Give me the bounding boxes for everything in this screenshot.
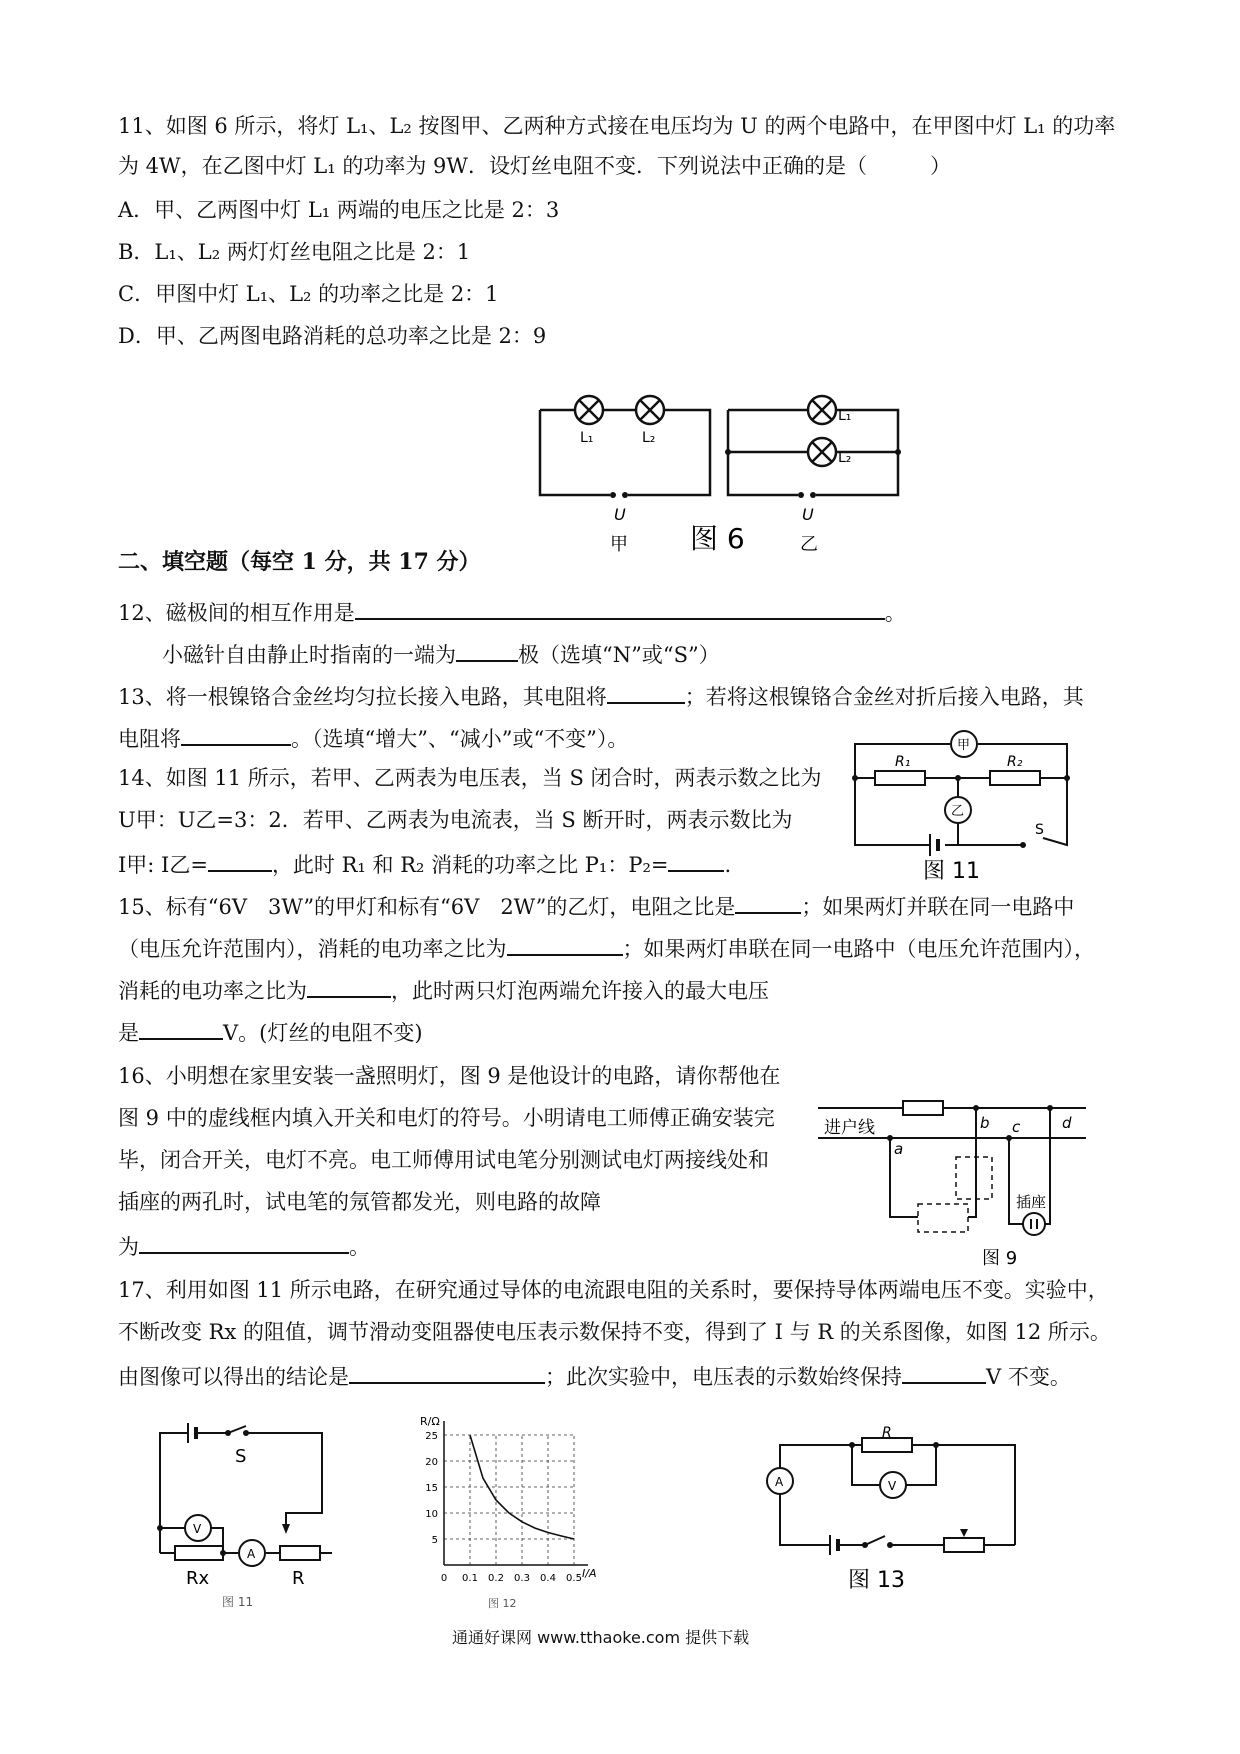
fig11b-meter-v: V	[193, 1522, 202, 1536]
q11-option-c: C．甲图中灯 L₁、L₂ 的功率之比是 2：1	[118, 282, 499, 306]
fig11b-meter-a: A	[247, 1547, 256, 1561]
q13-blank1[interactable]	[607, 680, 685, 704]
section-title: 二、填空题（每空 1 分，共 17 分）	[118, 549, 481, 575]
q16-line3: 毕，闭合开关，电灯不亮。电工师傅用试电笔分别测试电灯两接线处和	[118, 1148, 769, 1172]
fig6-label-u-yi: U	[802, 505, 814, 524]
fig11b-caption: 图 11	[222, 1595, 254, 1609]
q17-text3-mid: ；此次实验中，电压表的示数始终保持	[545, 1365, 902, 1389]
q13-line1	[118, 680, 1084, 711]
fig11b-label-r: R	[292, 1568, 305, 1589]
q17-line2: 不断改变 Rx 的阻值，调节滑动变阻器使电压表示数保持不变，得到了 I 与 R 的关系图像，如图 12 所示。	[118, 1320, 1111, 1344]
fig11b-label-s: S	[235, 1446, 247, 1467]
fig6-label-l2-yi: L₂	[838, 450, 852, 466]
x-tick-label: 0.1	[462, 1573, 478, 1584]
y-tick-label: 25	[425, 1431, 438, 1442]
figure-11-q17	[150, 1418, 350, 1608]
fig9-label-b: b	[980, 1114, 990, 1132]
q17-text3: 由图像可以得出的结论是	[118, 1365, 349, 1389]
fig9-caption: 图 9	[982, 1248, 1018, 1269]
q15-blank2[interactable]	[507, 932, 623, 956]
chart-caption: 图 12	[488, 1597, 517, 1610]
q17-line3	[118, 1360, 1071, 1391]
q15-text3-end: ，此时两只灯泡两端允许接入的最大电压	[391, 979, 769, 1003]
fig6-label-jia: 甲	[610, 534, 628, 555]
q16-text5-end: 。	[349, 1235, 370, 1259]
q15-blank1[interactable]	[735, 890, 801, 914]
x-tick-label: 0.5	[566, 1573, 582, 1584]
q13-text2: 电阻将	[118, 727, 181, 751]
q17-blank1[interactable]	[349, 1360, 545, 1384]
figure-9	[818, 1092, 1088, 1272]
q16-line1: 16、小明想在家里安装一盏照明灯，图 9 是他设计的电路，请你帮他在	[118, 1064, 781, 1088]
figure-11-q14	[845, 730, 1075, 884]
fig13-caption: 图 13	[848, 1568, 905, 1593]
fig11a-label-r2: R₂	[1007, 754, 1023, 770]
fig13-meter-v: V	[888, 1479, 897, 1493]
chart-ylabel: R/Ω	[420, 1415, 440, 1428]
q16-line4: 插座的两孔时，试电笔的氖管都发光，则电路的故障	[118, 1190, 601, 1214]
q15-line3	[118, 974, 769, 1005]
fig6-label-l2-jia: L₂	[642, 430, 656, 446]
q11-line1: 11、如图 6 所示，将灯 L₁、L₂ 按图甲、乙两种方式接在电压均为 U 的两个电路中，在甲图中灯 L₁ 的功率	[118, 114, 1116, 138]
q12-blank1[interactable]	[355, 596, 885, 620]
fig6-label-l1-jia: L₁	[580, 430, 594, 446]
q16-blank1[interactable]	[139, 1230, 349, 1254]
x-tick-label: 0.3	[514, 1573, 530, 1584]
fig6-caption: 图 6	[690, 522, 745, 555]
q17-line1: 17、利用如图 11 所示电路，在研究通过导体的电流跟电阻的关系时，要保持导体两端电压不变。实验中，	[118, 1278, 1109, 1302]
q12-line1	[118, 596, 906, 627]
q17-text3-end: V 不变。	[986, 1365, 1071, 1389]
q16-text5: 为	[118, 1235, 139, 1259]
fig9-label-c: c	[1012, 1118, 1021, 1136]
fig6-label-yi: 乙	[800, 534, 818, 555]
q16-line2: 图 9 中的虚线框内填入开关和电灯的符号。小明请电工师傅正确安装完	[118, 1106, 775, 1130]
fig9-label-socket: 插座	[1016, 1193, 1047, 1211]
y-tick-label: 10	[425, 1509, 438, 1520]
q14-line3	[118, 848, 731, 879]
q15-text1: 15、标有“6V 3W”的甲灯和标有“6V 2W”的乙灯，电阻之比是	[118, 895, 736, 919]
footer-text: 通通好课网 www.tthaoke.com 提供下载	[452, 1628, 750, 1647]
q14-text3c: .	[724, 853, 732, 877]
q11-option-b: B．L₁、L₂ 两灯灯丝电阻之比是 2：1	[118, 240, 471, 264]
q11-option-d: D．甲、乙两图电路消耗的总功率之比是 2：9	[118, 324, 547, 348]
figure-13	[750, 1425, 1030, 1595]
q14-text3b: ，此时 R₁ 和 R₂ 消耗的功率之比 P₁：P₂=	[271, 853, 669, 877]
q17-blank2[interactable]	[902, 1360, 986, 1384]
fig11b-label-rx: Rx	[186, 1568, 210, 1589]
q15-text3: 消耗的电功率之比为	[118, 979, 307, 1003]
fig11a-caption: 图 11	[923, 859, 980, 884]
x-tick-label: 0.4	[540, 1573, 556, 1584]
fig13-label-r: R	[882, 1425, 892, 1441]
fig11a-meter-jia: 甲	[957, 738, 971, 753]
chart-axes	[444, 1421, 588, 1565]
q12-line2	[162, 638, 720, 669]
chart-grid	[444, 1435, 574, 1565]
y-tick-label: 20	[425, 1457, 438, 1468]
q13-line2	[118, 722, 628, 753]
q12-text2-end: 极（选填“N”或“S”）	[518, 643, 720, 667]
fig9-label-a: a	[894, 1140, 904, 1158]
fig11a-label-r1: R₁	[895, 754, 911, 770]
q15-text2-end: ；如果两灯串联在同一电路中（电压允许范围内），	[622, 937, 1095, 961]
q13-text1-end: ；若将这根镍铬合金丝对折后接入电路，其	[684, 685, 1084, 709]
q14-blank2[interactable]	[668, 848, 724, 872]
q15-line2	[118, 932, 1095, 963]
x-tick-label: 0	[440, 1573, 448, 1584]
q15-text4: 是	[118, 1021, 139, 1045]
fig6-label-u-jia: U	[614, 505, 626, 524]
q12-text1-end: 。	[884, 601, 906, 625]
chart-xlabel: I/A	[582, 1567, 597, 1580]
q15-line1	[118, 890, 1074, 921]
fig6-label-l1-yi: L₁	[838, 408, 852, 424]
y-tick-label: 5	[431, 1535, 438, 1546]
q14-line2: U甲：U乙=3：2．若甲、乙两表为电流表，当 S 断开时，两表示数比为	[118, 808, 793, 832]
q15-line4	[118, 1016, 423, 1047]
q14-blank1[interactable]	[208, 848, 272, 872]
q13-text2-end: 。（选填“增大”、“减小”或“不变”）。	[291, 727, 629, 751]
fig9-label-inlet: 进户线	[824, 1118, 875, 1138]
q15-text2: （电压允许范围内），消耗的电功率之比为	[118, 937, 507, 961]
q12-text2: 小磁针自由静止时指南的一端为	[162, 643, 456, 667]
q15-blank4[interactable]	[139, 1016, 223, 1040]
figure-12-chart	[410, 1415, 600, 1610]
q15-text4-end: V。(灯丝的电阻不变)	[223, 1021, 423, 1045]
q15-blank3[interactable]	[307, 974, 391, 998]
q13-text1: 13、将一根镍铬合金丝均匀拉长接入电路，其电阻将	[118, 685, 607, 709]
fig11a-label-s: S	[1035, 822, 1044, 838]
q14-line1: 14、如图 11 所示，若甲、乙两表为电压表，当 S 闭合时，两表示数之比为	[118, 766, 822, 790]
figure-6	[530, 390, 910, 560]
fig11a-meter-yi: 乙	[951, 804, 965, 819]
q14-text3a: I甲: I乙=	[118, 853, 208, 877]
fig9-label-d: d	[1062, 1114, 1072, 1132]
y-tick-label: 15	[425, 1483, 438, 1494]
q16-line5	[118, 1230, 370, 1261]
x-tick-label: 0.2	[488, 1573, 504, 1584]
q15-text1-end: ；如果两灯并联在同一电路中	[801, 895, 1075, 919]
q11-line2: 为 4W，在乙图中灯 L₁ 的功率为 9W．设灯丝电阻不变．下列说法中正确的是（ ）	[118, 154, 951, 178]
q11-option-a: A．甲、乙两图中灯 L₁ 两端的电压之比是 2：3	[118, 198, 560, 222]
q12-text1: 12、磁极间的相互作用是	[118, 601, 355, 625]
q13-blank2[interactable]	[181, 722, 291, 746]
fig13-meter-a: A	[775, 1475, 784, 1489]
q12-blank2[interactable]	[456, 638, 518, 662]
